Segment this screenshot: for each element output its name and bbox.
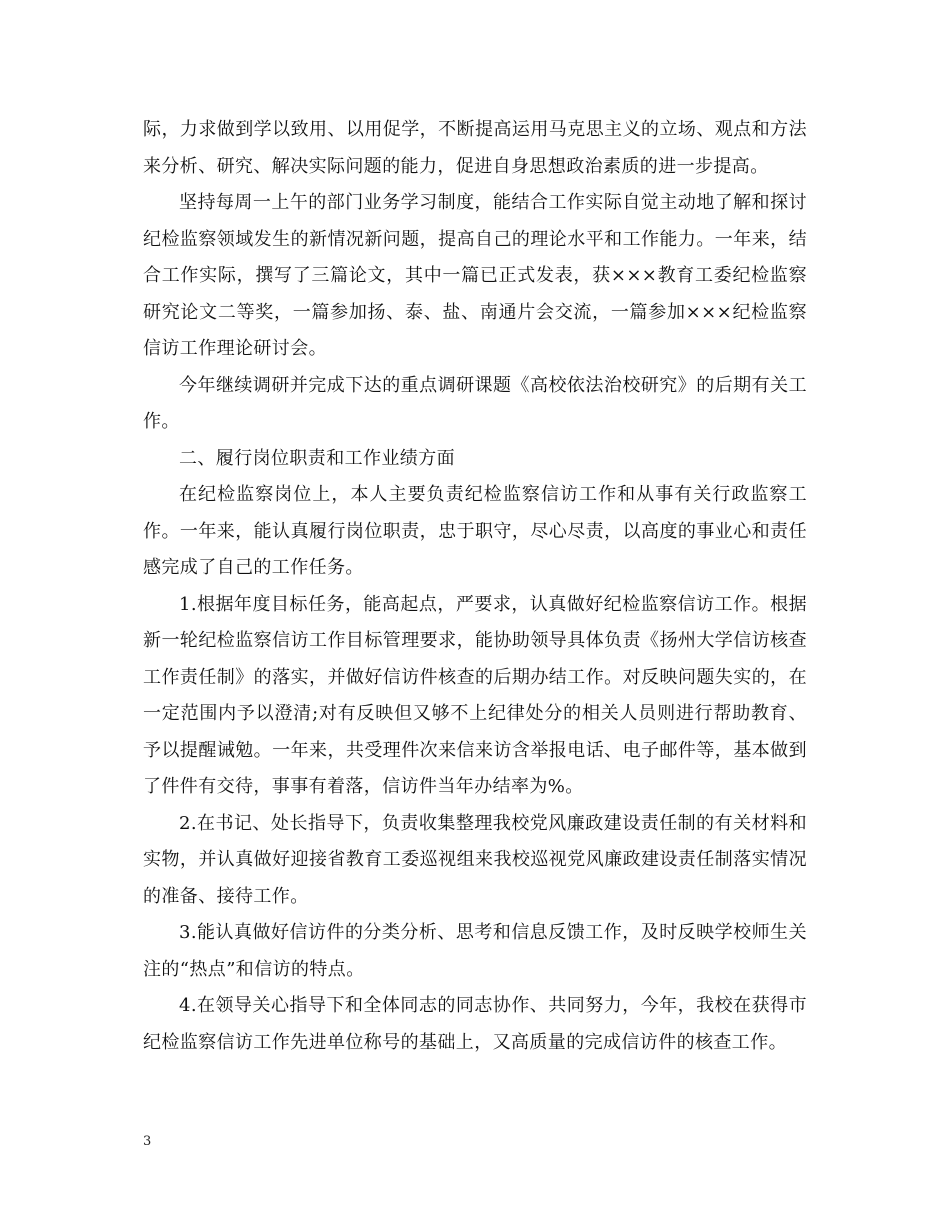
paragraph-5: 在纪检监察岗位上，本人主要负责纪检监察信访工作和从事有关行政监察工作。一年来，能认真履行岗位职责，忠于职守，尽心尽责，以高度的事业心和责任感完成了自己的工作任务。 <box>143 484 807 578</box>
list-item-2: 2.在书记、处长指导下，负责收集整理我校党风廉政建设责任制的有关材料和实物，并认真做好迎接省教育工委巡视组来我校巡视党风廉政建设责任制落实情况的准备、接待工作。 <box>143 812 807 907</box>
paragraph-2: 坚持每周一上午的部门业务学习制度，能结合工作实际自觉主动地了解和探讨纪检监察领域发生的新情况新问题，提高自己的理论水平和工作能力。一年来，结合工作实际，撰写了三篇论文，其中一篇已正式发表，获×××教育工委纪检监察研究论文二等奖，一篇参加扬、泰、盐、南通片会交流，一篇参加×××纪检监察信访工作理论研讨会。 <box>143 192 807 359</box>
list-item-3: 3.能认真做好信访件的分类分析、思考和信息反馈工作，及时反映学校师生关注的“热点”和信访的特点。 <box>143 922 807 980</box>
list-item-1: 1.根据年度目标任务，能高起点，严要求，认真做好纪检监察信访工作。根据新一轮纪检监察信访工作目标管理要求，能协助领导具体负责《扬州大学信访核查工作责任制》的落实，并做好信访件核查的后期办结工作。对反映问题失实的，在一定范围内予以澄清;对有反映但又够不上纪律处分的相关人员则进行帮助教育、予以提醒诫勉。一年来，共受理件次来信来访含举报电话、电子邮件等，基本做到了件件有交待，事事有着落，信访件当年办结率为%。 <box>143 593 807 797</box>
section-heading: 二、履行岗位职责和工作业绩方面 <box>179 447 455 469</box>
page-number: 3 <box>143 1134 152 1149</box>
paragraph-1: 际，力求做到学以致用、以用促学，不断提高运用马克思主义的立场、观点和方法来分析、研究、解决实际问题的能力，促进自身思想政治素质的进一步提高。 <box>143 119 807 177</box>
document-body <box>143 112 807 1061</box>
paragraph-3: 今年继续调研并完成下达的重点调研课题《高校依法治校研究》的后期有关工作。 <box>143 374 807 432</box>
list-item-4: 4.在领导关心指导下和全体同志的同志协作、共同努力，今年，我校在获得市纪检监察信访工作先进单位称号的基础上，又高质量的完成信访件的核查工作。 <box>143 995 807 1053</box>
